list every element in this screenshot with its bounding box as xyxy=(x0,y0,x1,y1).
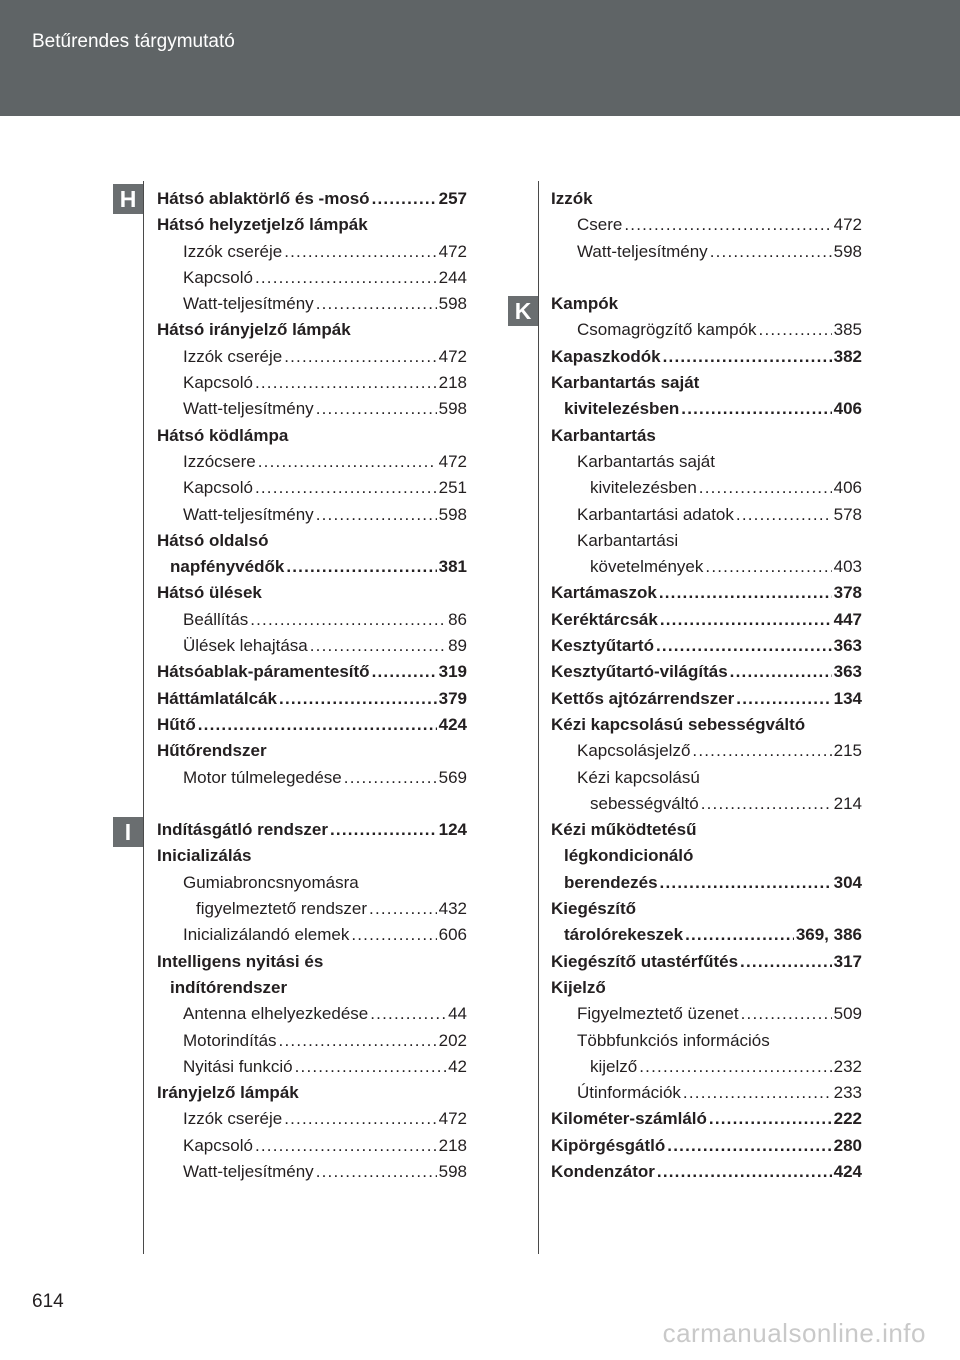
index-entry-page: 381 xyxy=(438,557,467,577)
index-entry xyxy=(157,896,467,922)
dot-leader xyxy=(351,922,436,948)
index-entry-text: kivitelezésben xyxy=(564,399,680,419)
index-entry-text: Ülések lehajtása xyxy=(183,636,308,656)
index-entry-text: Kondenzátor xyxy=(551,1161,655,1181)
index-entry xyxy=(157,686,467,712)
index-entry-page: 215 xyxy=(833,741,862,761)
index-entry xyxy=(157,502,467,528)
index-entry xyxy=(157,738,467,764)
index-entry-text: Hátsóablak-páramentesítő xyxy=(157,662,370,682)
index-entry-text: Kampók xyxy=(551,294,619,314)
index-entry-text: Hátsó ülések xyxy=(157,583,262,603)
index-entry-page: 447 xyxy=(833,609,862,629)
dot-leader xyxy=(316,1159,437,1185)
section-gap xyxy=(551,265,862,291)
index-entry-page: 472 xyxy=(438,346,467,366)
dot-leader xyxy=(258,449,437,475)
index-entry-text: tárolórekeszek xyxy=(564,925,684,945)
index-entry-page: 222 xyxy=(833,1109,862,1129)
index-entry-text: Watt-teljesítmény xyxy=(183,504,314,524)
index-entry xyxy=(551,291,862,317)
index-entry xyxy=(157,870,467,896)
index-entry-page: 233 xyxy=(833,1083,862,1103)
index-entry-text: Kartámaszok xyxy=(551,583,657,603)
index-entry xyxy=(551,1133,862,1159)
column-rule-right xyxy=(538,181,539,1254)
index-entry-text: Kipörgésgátló xyxy=(551,1135,666,1155)
dot-leader xyxy=(681,396,831,422)
section-tab-k: K xyxy=(508,296,538,326)
index-entry xyxy=(551,317,862,343)
index-entry-page: 424 xyxy=(438,714,467,734)
index-entry-text: Hűtő xyxy=(157,714,196,734)
dot-leader xyxy=(255,265,437,291)
index-entry xyxy=(157,344,467,370)
index-entry-text: Inicializálás xyxy=(157,846,252,866)
index-entry-page: 251 xyxy=(438,478,467,498)
index-entry xyxy=(157,1054,467,1080)
index-entry xyxy=(551,186,862,212)
dot-leader xyxy=(705,554,831,580)
index-entry-page: 257 xyxy=(438,189,467,208)
dot-leader xyxy=(736,686,831,712)
index-entry xyxy=(551,817,862,843)
index-entry-text: Izzócsere xyxy=(183,451,256,471)
index-entry-text: Kesztyűtartó xyxy=(551,636,654,656)
index-entry-page: 598 xyxy=(438,399,467,419)
index-entry-page: 44 xyxy=(448,1004,467,1024)
index-entry-page: 424 xyxy=(833,1161,862,1181)
index-entry xyxy=(157,423,467,449)
index-entry-text: Izzók cseréje xyxy=(183,346,283,366)
page-number: 614 xyxy=(32,1291,64,1312)
index-entry-text: Karbantartás saját xyxy=(577,451,715,471)
index-section-k xyxy=(551,291,862,1185)
index-entry xyxy=(157,949,467,975)
dot-leader xyxy=(316,291,437,317)
index-entry-page: 598 xyxy=(438,294,467,314)
dot-leader xyxy=(663,344,832,370)
index-entry-page: 232 xyxy=(833,1056,862,1076)
index-entry xyxy=(157,659,467,685)
index-entry xyxy=(551,738,862,764)
index-entry-text: Kapaszkodók xyxy=(551,346,661,366)
dot-leader xyxy=(639,1054,831,1080)
index-entry-page: 86 xyxy=(448,609,467,629)
dot-leader xyxy=(710,239,832,265)
index-entry xyxy=(157,712,467,738)
index-entry-text: Keréktárcsák xyxy=(551,609,658,629)
page-title: Betűrendes tárgymutató xyxy=(32,31,235,52)
dot-leader xyxy=(741,1001,832,1027)
index-entry-page: 319 xyxy=(438,662,467,682)
index-entry xyxy=(551,686,862,712)
index-entry xyxy=(551,896,862,922)
index-entry-text: Watt-teljesítmény xyxy=(183,294,314,314)
dot-leader xyxy=(255,1133,437,1159)
dot-leader xyxy=(286,554,436,580)
index-entry-page: 598 xyxy=(438,1161,467,1181)
index-entry-text: Izzók cseréje xyxy=(183,241,283,261)
index-entry xyxy=(551,791,862,817)
index-entry-text: Kapcsoló xyxy=(183,478,253,498)
dot-leader xyxy=(656,633,832,659)
index-entry xyxy=(551,423,862,449)
index-entry-text: napfényvédők xyxy=(170,557,285,577)
index-entry xyxy=(157,1001,467,1027)
index-entry-text: Hátsó oldalsó xyxy=(157,530,269,550)
index-entry-text: Intelligens nyitási és xyxy=(157,951,324,971)
index-entry xyxy=(551,370,862,396)
dot-leader xyxy=(701,791,832,817)
index-entry-page: 598 xyxy=(833,241,862,261)
index-entry xyxy=(551,344,862,370)
index-entry xyxy=(551,659,862,685)
index-entry-text: sebességváltó xyxy=(590,793,699,813)
index-entry xyxy=(157,291,467,317)
index-entry-text: Háttámlatálcák xyxy=(157,688,278,708)
index-entry-text: Watt-teljesítmény xyxy=(183,399,314,419)
index-entry-text: kijelző xyxy=(590,1056,638,1076)
index-entry xyxy=(157,1133,467,1159)
index-entry-page: 569 xyxy=(438,767,467,787)
dot-leader xyxy=(316,396,437,422)
index-entry-text: Kézi kapcsolású xyxy=(577,767,700,787)
index-entry-text: Kézi kapcsolású sebességváltó xyxy=(551,714,806,734)
index-entry xyxy=(551,975,862,1001)
dot-leader xyxy=(330,817,437,843)
index-entry xyxy=(157,396,467,422)
dot-leader xyxy=(667,1133,831,1159)
dot-leader xyxy=(372,186,437,212)
index-entry-text: Kilométer-számláló xyxy=(551,1109,707,1129)
index-entry xyxy=(157,239,467,265)
index-entry-page: 472 xyxy=(833,215,862,235)
index-entry xyxy=(551,449,862,475)
index-entry xyxy=(551,239,862,265)
dot-leader xyxy=(660,607,832,633)
dot-leader xyxy=(709,1106,832,1132)
index-entry-page: 606 xyxy=(438,925,467,945)
index-entry-text: Hátsó irányjelző lámpák xyxy=(157,320,351,340)
dot-leader xyxy=(660,870,832,896)
dot-leader xyxy=(344,765,437,791)
index-entry-text: Hátsó ködlámpa xyxy=(157,425,289,445)
index-entry xyxy=(551,396,862,422)
index-entry-text: Kapcsoló xyxy=(183,1135,253,1155)
index-column-right xyxy=(551,186,862,1185)
index-entry-page: 244 xyxy=(438,267,467,287)
dot-leader xyxy=(369,896,437,922)
index-entry-text: Nyitási funkció xyxy=(183,1056,293,1076)
index-entry-text: Figyelmeztető üzenet xyxy=(577,1004,739,1024)
index-entry-text: Csomagrögzítő kampók xyxy=(577,320,757,340)
index-entry-text: Inicializálandó elemek xyxy=(183,925,350,945)
section-gap xyxy=(157,791,467,817)
index-entry-text: kivitelezésben xyxy=(590,478,697,498)
index-entry-page: 134 xyxy=(833,688,862,708)
index-entry-page: 472 xyxy=(438,1109,467,1129)
index-entry xyxy=(157,607,467,633)
dot-leader xyxy=(683,1080,832,1106)
index-entry-page: 378 xyxy=(833,583,862,603)
index-entry-text: Kijelző xyxy=(551,977,606,997)
section-tab-h: H xyxy=(113,184,143,214)
index-entry xyxy=(551,922,862,948)
index-entry-text: Kapcsoló xyxy=(183,373,253,393)
dot-leader xyxy=(624,212,831,238)
index-entry xyxy=(157,265,467,291)
index-entry-page: 89 xyxy=(448,636,467,656)
index-entry-text: berendezés xyxy=(564,872,658,892)
dot-leader xyxy=(736,502,832,528)
index-entry-text: Gumiabroncsnyomásra xyxy=(183,872,359,892)
dot-leader xyxy=(250,607,446,633)
dot-leader xyxy=(699,475,832,501)
index-entry xyxy=(551,843,862,869)
index-entry-text: Motorindítás xyxy=(183,1030,277,1050)
index-column-left xyxy=(157,186,467,1185)
index-entry-page: 432 xyxy=(438,899,467,919)
index-entry-page: 280 xyxy=(833,1135,862,1155)
index-entry xyxy=(157,843,467,869)
index-entry-text: Karbantartási xyxy=(577,530,679,550)
dot-leader xyxy=(284,344,436,370)
index-entry-page: 406 xyxy=(833,478,862,498)
index-entry xyxy=(157,633,467,659)
index-entry-text: Hátsó ablaktörlő és -mosó xyxy=(157,189,370,208)
index-entry-text: Izzók cseréje xyxy=(183,1109,283,1129)
dot-leader xyxy=(198,712,437,738)
index-entry-text: indítórendszer xyxy=(170,977,288,997)
index-entry-page: 317 xyxy=(833,951,862,971)
index-entry xyxy=(551,1001,862,1027)
index-entry-page: 598 xyxy=(438,504,467,524)
dot-leader xyxy=(284,239,436,265)
index-entry-text: Karbantartás saját xyxy=(551,373,700,393)
index-entry-text: Többfunkciós információs xyxy=(577,1030,770,1050)
section-tab-i: I xyxy=(113,817,143,847)
index-entry xyxy=(157,765,467,791)
index-entry xyxy=(157,922,467,948)
dot-leader xyxy=(310,633,446,659)
index-entry xyxy=(551,765,862,791)
index-entry-page: 472 xyxy=(438,451,467,471)
index-entry-page: 218 xyxy=(438,1135,467,1155)
index-entry xyxy=(551,870,862,896)
index-entry xyxy=(157,554,467,580)
index-entry-text: Kiegészítő utastérfűtés xyxy=(551,951,739,971)
index-entry xyxy=(157,975,467,1001)
dot-leader xyxy=(740,949,832,975)
index-entry-page: 472 xyxy=(438,241,467,261)
index-entry-page: 218 xyxy=(438,373,467,393)
column-rule-left xyxy=(143,181,144,1254)
dot-leader xyxy=(759,317,832,343)
index-entry-page: 406 xyxy=(833,399,862,419)
index-entry-text: Kesztyűtartó-világítás xyxy=(551,662,728,682)
index-section-i-right xyxy=(551,186,862,265)
index-entry-text: Hátsó helyzetjelző lámpák xyxy=(157,215,368,235)
dot-leader xyxy=(692,738,831,764)
index-entry xyxy=(157,1106,467,1132)
index-entry-text: légkondicionáló xyxy=(564,846,694,866)
index-entry xyxy=(551,712,862,738)
index-entry xyxy=(551,475,862,501)
index-entry-text: Watt-teljesítmény xyxy=(183,1161,314,1181)
index-entry xyxy=(551,1080,862,1106)
dot-leader xyxy=(370,1001,446,1027)
index-entry-text: Kézi működtetésű xyxy=(551,820,697,840)
index-entry xyxy=(157,475,467,501)
index-entry-page: 578 xyxy=(833,504,862,524)
index-entry-page: 382 xyxy=(833,346,862,366)
index-entry xyxy=(157,1159,467,1185)
index-entry xyxy=(551,1054,862,1080)
index-entry xyxy=(157,817,467,843)
index-entry xyxy=(157,1080,467,1106)
dot-leader xyxy=(730,659,832,685)
index-entry-text: Watt-teljesítmény xyxy=(577,241,708,261)
dot-leader xyxy=(685,922,794,948)
index-entry xyxy=(157,186,467,212)
index-entry-page: 385 xyxy=(833,320,862,340)
index-entry xyxy=(157,528,467,554)
index-entry xyxy=(551,528,862,554)
index-entry xyxy=(157,1028,467,1054)
dot-leader xyxy=(255,475,437,501)
index-entry xyxy=(551,1159,862,1185)
index-entry xyxy=(551,554,862,580)
index-entry-page: 509 xyxy=(833,1004,862,1024)
index-entry-text: Hűtőrendszer xyxy=(157,741,267,761)
index-entry xyxy=(157,370,467,396)
index-entry-text: Kapcsolásjelző xyxy=(577,741,691,761)
index-entry-page: 403 xyxy=(833,557,862,577)
index-entry-page: 214 xyxy=(833,793,862,813)
index-entry-text: Motor túlmelegedése xyxy=(183,767,342,787)
dot-leader xyxy=(372,659,437,685)
index-entry-page: 379 xyxy=(438,688,467,708)
index-section-h xyxy=(157,186,467,791)
index-entry-page: 369, 386 xyxy=(795,925,862,945)
index-entry-text: Csere xyxy=(577,215,623,235)
index-entry-text: Indításgátló rendszer xyxy=(157,820,328,840)
index-entry-text: Útinformációk xyxy=(577,1083,681,1103)
index-entry-text: Kiegészítő xyxy=(551,899,637,919)
watermark: carmanualsonline.info xyxy=(662,1318,926,1348)
index-entry xyxy=(551,949,862,975)
index-entry-text: Izzók xyxy=(551,189,593,208)
index-entry xyxy=(551,580,862,606)
index-section-i-left xyxy=(157,817,467,1185)
index-entry-text: Karbantartás xyxy=(551,425,656,445)
index-entry-text: követelmények xyxy=(590,557,704,577)
index-entry-page: 304 xyxy=(833,872,862,892)
index-entry-text: Kapcsoló xyxy=(183,267,253,287)
index-entry-text: Irányjelző lámpák xyxy=(157,1083,299,1103)
index-entry-page: 124 xyxy=(438,820,467,840)
index-entry xyxy=(551,1028,862,1054)
index-entry xyxy=(157,317,467,343)
dot-leader xyxy=(255,370,437,396)
index-entry xyxy=(157,580,467,606)
index-entry-text: figyelmeztető rendszer xyxy=(196,899,368,919)
index-entry-text: Antenna elhelyezkedése xyxy=(183,1004,369,1024)
index-entry-page: 363 xyxy=(833,636,862,656)
dot-leader xyxy=(295,1054,446,1080)
index-entry-page: 202 xyxy=(438,1030,467,1050)
dot-leader xyxy=(657,1159,832,1185)
index-entry xyxy=(551,607,862,633)
dot-leader xyxy=(659,580,832,606)
index-entry xyxy=(551,212,862,238)
index-entry-page: 363 xyxy=(833,662,862,682)
index-entry-page: 42 xyxy=(448,1056,467,1076)
dot-leader xyxy=(279,686,437,712)
index-entry-text: Karbantartási adatok xyxy=(577,504,734,524)
index-entry xyxy=(157,212,467,238)
index-entry xyxy=(551,1106,862,1132)
index-entry-text: Kettős ajtózárrendszer xyxy=(551,688,735,708)
dot-leader xyxy=(284,1106,436,1132)
dot-leader xyxy=(279,1028,437,1054)
index-entry-text: Beállítás xyxy=(183,609,249,629)
header-band xyxy=(0,0,960,116)
index-entry xyxy=(157,449,467,475)
dot-leader xyxy=(316,502,437,528)
index-entry xyxy=(551,633,862,659)
index-entry xyxy=(551,502,862,528)
